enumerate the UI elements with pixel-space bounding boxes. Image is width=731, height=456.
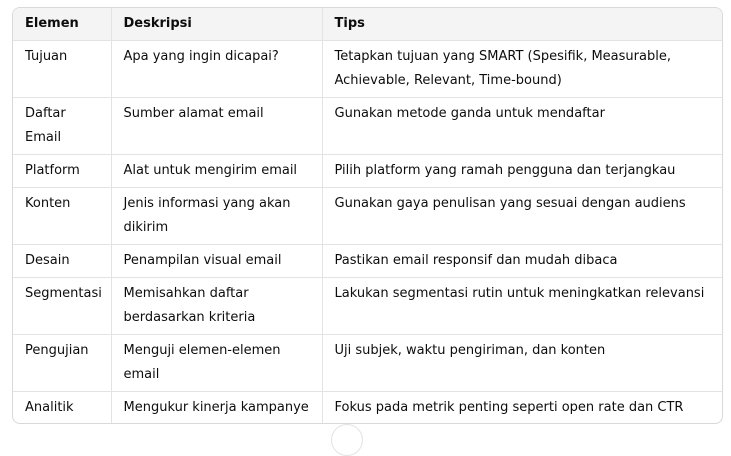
table-row (13, 278, 722, 335)
cell-elemen: Analitik (13, 392, 111, 425)
header-elemen: Elemen (13, 8, 111, 41)
cell-deskripsi: Memisahkan daftar berdasarkan kriteria (111, 278, 322, 335)
cell-elemen: Konten (13, 188, 111, 245)
table-row (13, 392, 722, 425)
header-tips: Tips (322, 8, 722, 41)
cell-tips: Gunakan gaya penulisan yang sesuai dengan audiens (322, 188, 722, 245)
cell-elemen: Pengujian (13, 335, 111, 392)
cell-deskripsi: Menguji elemen-elemen email (111, 335, 322, 392)
scroll-down-button[interactable] (331, 424, 363, 456)
cell-tips: Fokus pada metrik penting seperti open rate dan CTR (334, 400, 684, 415)
table-row (13, 188, 722, 245)
table-row (13, 98, 722, 155)
cell-deskripsi: Sumber alamat email (111, 98, 322, 155)
table-row (13, 245, 722, 278)
cell-elemen: Desain (13, 245, 111, 278)
cell-deskripsi: Jenis informasi yang akan dikirim (111, 188, 322, 245)
cell-tips: Tetapkan tujuan yang SMART (Spesifik, Measurable, Achievable, Relevant, Time-bound) (322, 41, 722, 98)
cell-tips: Uji subjek, waktu pengiriman, dan konten (322, 335, 722, 392)
cell-deskripsi: Mengukur kinerja kampanye (111, 392, 322, 425)
header-deskripsi: Deskripsi (111, 8, 322, 41)
table-row (13, 335, 722, 392)
cell-elemen: Segmentasi (13, 278, 111, 335)
cell-deskripsi: Apa yang ingin dicapai? (111, 41, 322, 98)
table-row (13, 155, 722, 188)
cell-tips: Pastikan email responsif dan mudah dibaca (322, 245, 722, 278)
data-table-container (12, 7, 723, 424)
table-header-row (13, 8, 722, 41)
cell-deskripsi: Alat untuk mengirim email (111, 155, 322, 188)
cell-tips: Lakukan segmentasi rutin untuk meningkatkan relevansi (322, 278, 722, 335)
cell-elemen: Tujuan (13, 41, 111, 98)
cell-elemen: Platform (13, 155, 111, 188)
elements-table (13, 8, 722, 424)
cell-tips: Gunakan metode ganda untuk mendaftar (322, 98, 722, 155)
cell-tips: Pilih platform yang ramah pengguna dan terjangkau (322, 155, 722, 188)
cell-deskripsi: Penampilan visual email (111, 245, 322, 278)
table-row (13, 41, 722, 98)
cell-elemen: Daftar Email (13, 98, 111, 155)
